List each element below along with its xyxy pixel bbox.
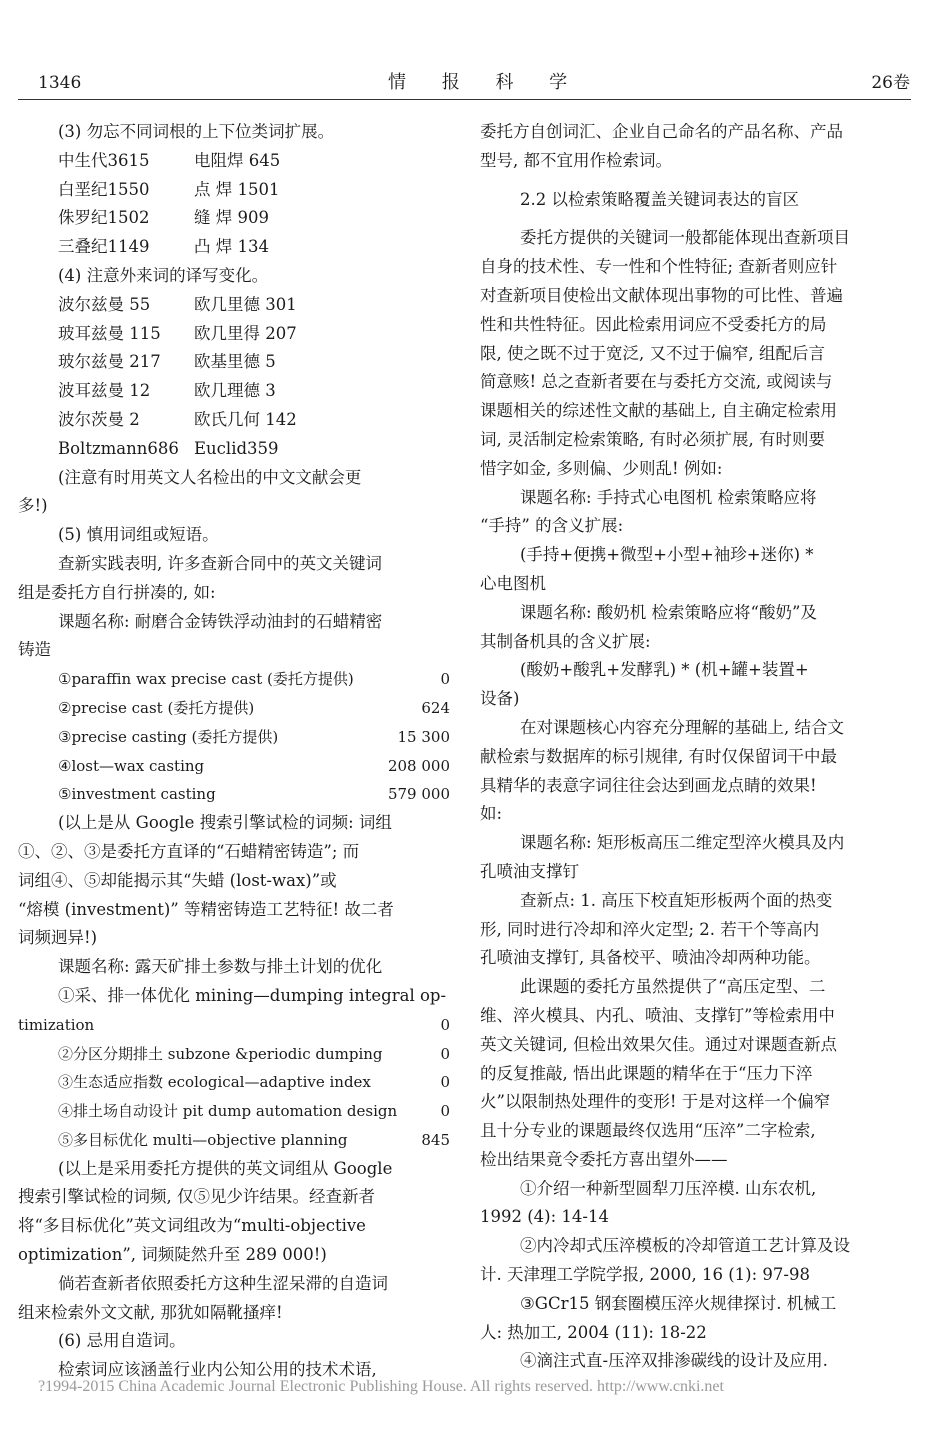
text-line: (以上是从 Google 搜索引擎试检的词频: 词组 [58, 813, 392, 833]
term-count: 欧几里德 301 [194, 294, 297, 314]
phrase: ②分区分期排土 subzone &periodic dumping [58, 1044, 383, 1063]
text-line: 课题名称: 矩形板高压二维定型淬火模具及内 [520, 833, 845, 853]
hit-count: 0 [440, 1073, 450, 1092]
term-count: 电阻焊 645 [194, 150, 281, 170]
text-line: 词组④、⑤却能揭示其“失蜡 (lost-wax)”或 [18, 870, 337, 890]
term-count: 点 焊 1501 [194, 179, 280, 199]
text-line: 孔喷油支撑钉 [480, 861, 579, 881]
frequency-row [18, 1126, 450, 1155]
frequency-row [18, 1011, 450, 1040]
text-line: optimization”, 词频陡然升至 289 000!) [18, 1245, 327, 1265]
text-line: ①、②、③是委托方直译的“石蜡精密铸造”; 而 [18, 841, 360, 861]
term-count: 玻耳兹曼 115 [58, 323, 161, 343]
term-pair [18, 377, 450, 406]
hit-count: 208 000 [387, 756, 450, 775]
phrase: ④排土场自动设计 pit dump automation design [58, 1102, 398, 1121]
phrase: ⑤investment casting [58, 785, 216, 804]
text-line: 多!) [18, 496, 48, 516]
term-count: 中生代3615 [58, 150, 150, 170]
text-line: ①采、排一体优化 mining—dumping integral op- [58, 985, 447, 1005]
term-pair [18, 233, 450, 262]
term-count: 波尔兹曼 55 [58, 294, 151, 314]
text-line: 简意赅! 总之查新者要在与委托方交流, 或阅读与 [480, 372, 833, 392]
text-line: 铸造 [18, 640, 51, 660]
term-count: 侏罗纪1502 [58, 208, 150, 228]
text-line: 人: 热加工, 2004 (11): 18-22 [480, 1322, 707, 1342]
term-count: 玻尔兹曼 217 [58, 352, 161, 372]
term-count: 三叠纪1149 [58, 237, 150, 257]
text-line: 自身的技术性、专一性和个性特征; 查新者则应针 [480, 257, 838, 277]
text-line: 委托方自创词汇、企业自己命名的产品名称、产品 [480, 122, 843, 141]
phrase: ②precise cast (委托方提供) [58, 698, 255, 717]
term-pair [18, 291, 450, 320]
text-line: (酸奶+酸乳+发酵乳) * (机+罐+装置+ [520, 660, 809, 680]
hit-count: 0 [440, 1044, 450, 1063]
text-line: (3) 勿忘不同词根的上下位类词扩展。 [58, 122, 335, 141]
term-count: 缝 焊 909 [194, 208, 269, 228]
text-line: 检索词应该涵盖行业内公知公用的技术术语, [58, 1360, 377, 1380]
phrase: ③生态适应指数 ecological—adaptive index [58, 1073, 371, 1092]
frequency-row [18, 723, 450, 752]
term-count: 凸 焊 134 [194, 237, 269, 257]
text-line: 形, 同时进行冷却和淬火定型; 2. 若干个等高内 [480, 919, 820, 939]
frequency-row [18, 1097, 450, 1126]
term-count: Boltzmann686 [58, 438, 179, 458]
text-line: 对查新项目使检出文献体现出事物的可比性、普遍 [480, 285, 843, 305]
hit-count: 15 300 [397, 727, 450, 746]
text-line: 惜字如金, 多则偏、少则乱! 例如: [480, 458, 723, 478]
text-line: 心电图机 [480, 573, 546, 593]
text-line: 组来检索外文文献, 那犹如隔靴搔痒! [18, 1302, 283, 1322]
phrase: ⑤多目标优化 multi—objective planning [58, 1130, 348, 1149]
term-count: 波尔茨曼 2 [58, 409, 140, 429]
text-line: 1992 (4): 14-14 [480, 1207, 609, 1227]
text-line: 词, 灵活制定检索策略, 有时必须扩展, 有时则要 [480, 429, 825, 449]
phrase: ③precise casting (委托方提供) [58, 727, 279, 746]
text-line: ③GCr15 钢套圈模压淬火规律探讨. 机械工 [520, 1293, 837, 1313]
text-line: “熔模 (investment)” 等精密铸造工艺特征! 故二者 [18, 899, 394, 919]
term-count: 波耳兹曼 12 [58, 381, 151, 401]
term-count: 欧几里得 207 [194, 323, 297, 343]
term-count: 欧氏几何 142 [194, 409, 297, 429]
left-column [18, 118, 450, 1385]
phrase: ④lost—wax casting [58, 756, 205, 775]
text-line: 计. 天津理工学院学报, 2000, 16 (1): 97-98 [480, 1265, 810, 1285]
frequency-row [18, 1040, 450, 1069]
term-pair [18, 176, 450, 205]
text-line: 课题相关的综述性文献的基础上, 自主确定检索用 [480, 401, 837, 421]
text-line: 献检索与数据库的标引规律, 有时仅保留词干中最 [480, 746, 837, 766]
frequency-row [18, 665, 450, 694]
hit-count: 0 [440, 670, 450, 689]
text-line: 其制备机具的含义扩展: [480, 631, 651, 651]
text-line: 且十分专业的课题最终仅选用“压淬”二字检索, [480, 1121, 816, 1141]
text-line: 的反复推敲, 悟出此课题的精华在于“压力下淬 [480, 1063, 813, 1083]
text-line: 组是委托方自行拼凑的, 如: [18, 582, 216, 602]
text-line: 查新点: 1. 高压下校直矩形板两个面的热变 [520, 890, 833, 910]
hit-count: 0 [440, 1102, 450, 1121]
text-line: (注意有时用英文人名检出的中文文献会更 [58, 467, 362, 487]
text-line: 孔喷油支撑钉, 具备校平、喷油冷却两种功能。 [480, 948, 821, 968]
text-line: 委托方提供的关键词一般都能体现出查新项目 [520, 228, 850, 248]
text-line: (5) 慎用词组或短语。 [58, 525, 219, 545]
text-line: 性和共性特征。因此检索用词应不受委托方的局 [480, 314, 827, 334]
volume-label: 26卷 [871, 73, 910, 93]
text-line: 将“多目标优化”英文词组改为“multi-objective [18, 1216, 366, 1236]
journal-title: 情 报 科 学 [388, 72, 583, 93]
term-count: 白垩纪1550 [58, 179, 150, 199]
text-line: 具精华的表意字词往往会达到画龙点睛的效果! [480, 775, 817, 795]
text-line: (以上是采用委托方提供的英文词组从 Google [58, 1158, 393, 1178]
text-line: (手持+便携+微型+小型+袖珍+迷你) * [520, 545, 814, 565]
frequency-row [18, 1068, 450, 1097]
hit-count: 845 [421, 1130, 450, 1149]
text-line: 查新实践表明, 许多查新合同中的英文关键词 [58, 553, 382, 573]
header-rule [18, 99, 911, 100]
text-line: 词频迥异!) [18, 928, 98, 948]
text-line: 火”以限制热处理件的变形! 于是对这样一个偏窄 [480, 1092, 831, 1112]
text-line: ①介绍一种新型圆犁刀压淬模. 山东农机, [520, 1178, 817, 1198]
hit-count: 579 000 [387, 785, 450, 804]
term-count: 欧基里德 5 [194, 352, 276, 372]
text-line: 维、淬火模具、内孔、喷油、支撑钉”等检索用中 [480, 1005, 835, 1025]
text-line: ②内冷却式压淬模板的冷却管道工艺计算及设 [520, 1236, 850, 1256]
text-line: 英文关键词, 但检出效果欠佳。通过对课题查新点 [480, 1034, 837, 1054]
phrase: ①paraffin wax precise cast (委托方提供) [58, 670, 354, 689]
text-line: 课题名称: 手持式心电图机 检索策略应将 [520, 487, 817, 507]
copyright-footer: ?1994-2015 China Academic Journal Electronic Publishing House. All rights reserved. http://www.cnki.net [38, 1378, 724, 1395]
frequency-row [18, 752, 450, 781]
term-pair [18, 147, 450, 176]
text-line: 如: [480, 804, 503, 824]
frequency-row [18, 780, 450, 809]
term-pair [18, 406, 450, 435]
term-pair [18, 320, 450, 349]
text-line: ④滴注式直-压淬双排渗碳线的设计及应用. [520, 1351, 828, 1371]
text-line: 课题名称: 耐磨合金铸铁浮动油封的石蜡精密 [58, 611, 383, 631]
term-pair [18, 348, 450, 377]
text-line: 课题名称: 露天矿排土参数与排土计划的优化 [58, 957, 383, 977]
hit-count: 624 [421, 698, 450, 717]
right-column [480, 118, 910, 1376]
text-line: 型号, 都不宜用作检索词。 [480, 150, 672, 170]
page-header [38, 70, 910, 96]
text-line: 限, 使之既不过于宽泛, 又不过于偏窄, 组配后言 [480, 343, 825, 363]
text-line: (6) 忌用自造词。 [58, 1331, 186, 1351]
text-line: 在对课题核心内容充分理解的基础上, 结合文 [520, 717, 844, 737]
term-count: 欧几理德 3 [194, 381, 276, 401]
term-pair [18, 204, 450, 233]
text-line: 倘若查新者依照委托方这种生涩呆滞的自造词 [58, 1273, 388, 1293]
text-line: 此课题的委托方虽然提供了“高压定型、二 [520, 977, 826, 997]
term-pair [18, 435, 450, 464]
hit-count: 0 [440, 1015, 450, 1034]
text-line: 检出结果竟令委托方喜出望外—— [480, 1149, 728, 1169]
section-heading: 2.2 以检索策略覆盖关键词表达的盲区 [520, 189, 799, 209]
text-line: “手持” 的含义扩展: [480, 516, 624, 536]
text-line: 课题名称: 酸奶机 检索策略应将“酸奶”及 [520, 602, 817, 622]
text-line: 搜索引擎试检的词频, 仅⑤见少许结果。经查新者 [18, 1187, 375, 1207]
page-number: 1346 [38, 73, 82, 93]
text-line: 设备) [480, 689, 520, 709]
phrase: timization [18, 1015, 95, 1034]
term-count: Euclid359 [194, 438, 279, 458]
text-line: (4) 注意外来词的译写变化。 [58, 265, 269, 285]
frequency-row [18, 694, 450, 723]
